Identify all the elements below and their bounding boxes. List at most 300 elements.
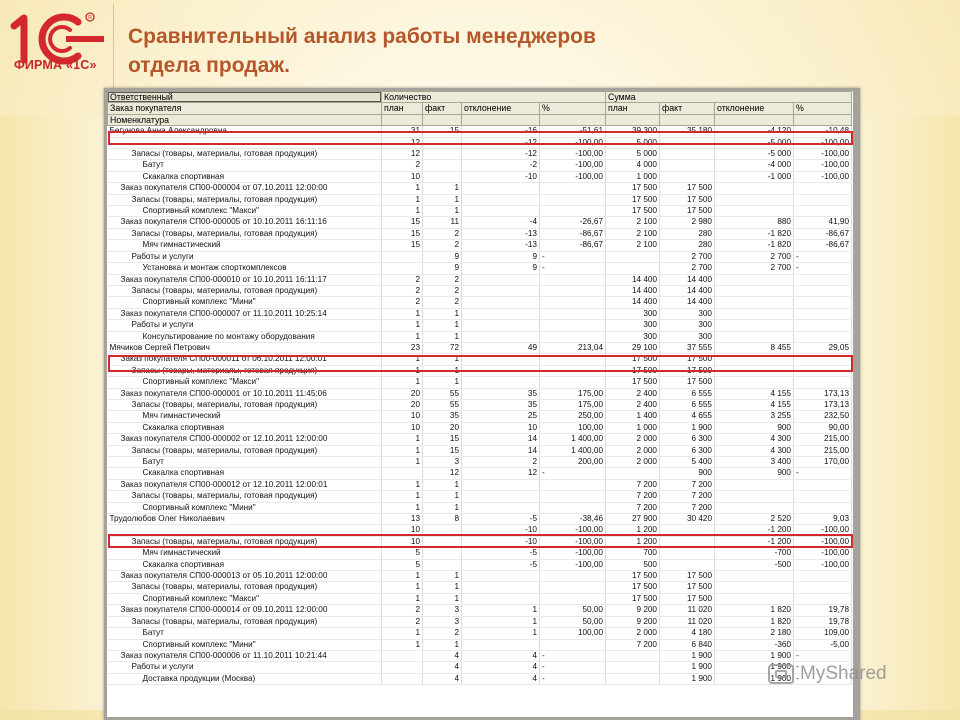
cell-qty-plan: 1: [382, 183, 423, 194]
cell-sum-fact: [660, 149, 715, 160]
header-quantity-group[interactable]: Количество: [382, 92, 606, 103]
cell-qty-plan: 13: [382, 514, 423, 525]
cell-qty-fact: 2: [423, 240, 462, 251]
row-name: Спортивный комплекс "Мини": [108, 639, 382, 650]
cell-sum-fact: 6 555: [660, 388, 715, 399]
cell-sum-plan: 1 200: [606, 525, 660, 536]
item-row[interactable]: [108, 160, 852, 171]
cell-sum-fact: [660, 536, 715, 547]
row-name: [108, 525, 382, 536]
cell-qty-deviation: 49: [462, 342, 540, 353]
cell-qty-deviation: -16: [462, 126, 540, 137]
cell-sum-deviation: [715, 320, 794, 331]
cell-qty-plan: 10: [382, 422, 423, 433]
cell-qty-pct: 100,00: [540, 628, 606, 639]
cell-qty-pct: 1 400,00: [540, 434, 606, 445]
cell-sum-pct: [794, 479, 852, 490]
cell-qty-pct: 175,00: [540, 399, 606, 410]
cell-qty-plan: 1: [382, 194, 423, 205]
cell-qty-fact: 1: [423, 308, 462, 319]
cell-qty-fact: 9: [423, 251, 462, 262]
cell-sum-deviation: [715, 593, 794, 604]
cell-sum-pct: 29,05: [794, 342, 852, 353]
cell-sum-deviation: 1 820: [715, 605, 794, 616]
cell-sum-fact: 7 200: [660, 479, 715, 490]
cell-sum-deviation: [715, 377, 794, 388]
cell-qty-deviation: [462, 297, 540, 308]
category-row[interactable]: [108, 445, 852, 456]
header-row-3: [108, 114, 852, 125]
category-row[interactable]: [108, 582, 852, 593]
row-name: Заказ покупателя СП00-000010 от 10.10.2011 16:11:17: [108, 274, 382, 285]
category-row[interactable]: [108, 194, 852, 205]
cell-qty-deviation: 2: [462, 457, 540, 468]
cell-qty-plan: 1: [382, 639, 423, 650]
order-row[interactable]: [108, 571, 852, 582]
cell-sum-plan: 17 500: [606, 377, 660, 388]
cell-sum-fact: 280: [660, 228, 715, 239]
row-name: Мячиков Сергей Петрович: [108, 342, 382, 353]
item-row[interactable]: [108, 639, 852, 650]
cell-qty-plan: 2: [382, 285, 423, 296]
header-blank: [606, 114, 660, 125]
cell-sum-deviation: [715, 194, 794, 205]
header-blank: [794, 114, 852, 125]
header-sum-group[interactable]: Сумма: [606, 92, 852, 103]
cell-sum-plan: [606, 662, 660, 673]
cell-sum-pct: -100,00: [794, 525, 852, 536]
cell-qty-fact: 4: [423, 662, 462, 673]
order-row[interactable]: [108, 183, 852, 194]
order-row[interactable]: [108, 525, 852, 536]
item-row[interactable]: [108, 548, 852, 559]
cell-qty-pct: [540, 502, 606, 513]
cell-qty-fact: 1: [423, 194, 462, 205]
item-row[interactable]: [108, 377, 852, 388]
cell-qty-pct: -100,00: [540, 149, 606, 160]
cell-sum-deviation: -500: [715, 559, 794, 570]
cell-sum-plan: 1 200: [606, 536, 660, 547]
cell-sum-pct: [794, 183, 852, 194]
cell-sum-deviation: 4 300: [715, 434, 794, 445]
cell-qty-plan: 10: [382, 411, 423, 422]
cell-qty-deviation: [462, 194, 540, 205]
watermark-text: MyShared: [800, 663, 887, 684]
cell-sum-pct: [794, 274, 852, 285]
category-row[interactable]: [108, 320, 852, 331]
order-row[interactable]: [108, 274, 852, 285]
cell-sum-deviation: 2 700: [715, 251, 794, 262]
cell-sum-fact: 11 020: [660, 605, 715, 616]
cell-sum-pct: [794, 194, 852, 205]
header-blank: [462, 114, 540, 125]
cell-qty-plan: 12: [382, 137, 423, 148]
cell-sum-deviation: 2 180: [715, 628, 794, 639]
header-sum-plan[interactable]: план: [606, 103, 660, 114]
cell-sum-deviation: 8 455: [715, 342, 794, 353]
cell-sum-deviation: -1 000: [715, 171, 794, 182]
cell-qty-fact: 15: [423, 445, 462, 456]
cell-qty-pct: -26,67: [540, 217, 606, 228]
company-name: ФИРМА «1С»: [14, 58, 97, 72]
row-name: Скакалка спортивная: [108, 468, 382, 479]
cell-sum-deviation: 2 700: [715, 263, 794, 274]
cell-sum-fact: 1 900: [660, 422, 715, 433]
cell-qty-plan: 10: [382, 536, 423, 547]
cell-sum-deviation: 3 400: [715, 457, 794, 468]
cell-qty-plan: 15: [382, 228, 423, 239]
header-blank: [715, 114, 794, 125]
cell-sum-plan: 700: [606, 548, 660, 559]
cell-sum-fact: 2 980: [660, 217, 715, 228]
cell-sum-fact: 17 500: [660, 194, 715, 205]
cell-sum-fact: 17 500: [660, 593, 715, 604]
cell-qty-deviation: [462, 308, 540, 319]
cell-qty-fact: 1: [423, 491, 462, 502]
header-sum-deviation[interactable]: отклонение: [715, 103, 794, 114]
item-row[interactable]: [108, 559, 852, 570]
cell-qty-deviation: 4: [462, 673, 540, 684]
cell-qty-deviation: 1: [462, 605, 540, 616]
item-row[interactable]: [108, 422, 852, 433]
category-row[interactable]: [108, 662, 852, 673]
cell-sum-deviation: -4 000: [715, 160, 794, 171]
cell-qty-pct: [540, 491, 606, 502]
cell-sum-plan: 9 200: [606, 616, 660, 627]
row-name: Заказ покупателя СП00-000002 от 12.10.2011 12:00:00: [108, 434, 382, 445]
order-row[interactable]: [108, 434, 852, 445]
cell-sum-deviation: 2 520: [715, 514, 794, 525]
cell-sum-pct: 215,00: [794, 445, 852, 456]
item-row[interactable]: [108, 297, 852, 308]
cell-qty-deviation: 4: [462, 650, 540, 661]
cell-qty-plan: 15: [382, 240, 423, 251]
cell-sum-fact: 1 900: [660, 673, 715, 684]
cell-qty-fact: 1: [423, 183, 462, 194]
cell-sum-deviation: 3 255: [715, 411, 794, 422]
cell-qty-fact: 72: [423, 342, 462, 353]
cell-qty-plan: 2: [382, 160, 423, 171]
watermark: [768, 660, 887, 688]
cell-sum-fact: 300: [660, 308, 715, 319]
cell-sum-fact: [660, 548, 715, 559]
cell-sum-deviation: 1 900: [715, 673, 794, 684]
cell-sum-plan: 7 200: [606, 502, 660, 513]
cell-sum-plan: 300: [606, 331, 660, 342]
cell-sum-fact: 30 420: [660, 514, 715, 525]
order-row[interactable]: [108, 650, 852, 661]
cell-sum-deviation: -1 200: [715, 525, 794, 536]
cell-sum-deviation: -5 000: [715, 137, 794, 148]
cell-qty-plan: 1: [382, 365, 423, 376]
cell-qty-deviation: 4: [462, 662, 540, 673]
order-row[interactable]: [108, 308, 852, 319]
cell-qty-fact: 1: [423, 479, 462, 490]
cell-sum-plan: 7 200: [606, 491, 660, 502]
report-table: [107, 91, 852, 685]
cell-qty-plan: 2: [382, 297, 423, 308]
category-row[interactable]: [108, 149, 852, 160]
cell-sum-pct: [794, 308, 852, 319]
cell-sum-deviation: 900: [715, 422, 794, 433]
cell-qty-pct: 213,04: [540, 342, 606, 353]
cell-sum-pct: [794, 331, 852, 342]
header-sum-pct[interactable]: %: [794, 103, 852, 114]
title-line-1: Сравнительный анализ работы менеджеров: [128, 25, 596, 48]
cell-qty-fact: 1: [423, 206, 462, 217]
cell-qty-plan: 2: [382, 616, 423, 627]
cell-qty-pct: 175,00: [540, 388, 606, 399]
cell-sum-pct: -100,00: [794, 559, 852, 570]
cell-qty-deviation: [462, 183, 540, 194]
header-blank: [540, 114, 606, 125]
row-name: Мяч гимнастический: [108, 411, 382, 422]
cell-qty-plan: 10: [382, 171, 423, 182]
cell-qty-deviation: -10: [462, 525, 540, 536]
cell-sum-pct: -100,00: [794, 548, 852, 559]
order-row[interactable]: [108, 388, 852, 399]
item-row[interactable]: [108, 206, 852, 217]
cell-qty-pct: 100,00: [540, 422, 606, 433]
item-row[interactable]: [108, 331, 852, 342]
item-row[interactable]: [108, 171, 852, 182]
category-row[interactable]: [108, 228, 852, 239]
cell-qty-fact: 2: [423, 228, 462, 239]
cell-qty-pct: -51,61: [540, 126, 606, 137]
cell-sum-plan: 2 100: [606, 240, 660, 251]
cell-qty-plan: 1: [382, 354, 423, 365]
cell-qty-pct: 250,00: [540, 411, 606, 422]
cell-qty-pct: 50,00: [540, 616, 606, 627]
cell-qty-plan: 1: [382, 491, 423, 502]
cell-qty-fact: 1: [423, 354, 462, 365]
cell-qty-fact: [423, 149, 462, 160]
cell-sum-fact: 14 400: [660, 297, 715, 308]
item-row[interactable]: [108, 502, 852, 513]
manager-row[interactable]: [108, 342, 852, 353]
row-name: Запасы (товары, материалы, готовая продукция): [108, 616, 382, 627]
cell-sum-fact: [660, 525, 715, 536]
cell-sum-fact: [660, 559, 715, 570]
cell-qty-fact: 2: [423, 285, 462, 296]
manager-row[interactable]: [108, 514, 852, 525]
item-row[interactable]: [108, 673, 852, 684]
row-name: Заказ покупателя СП00-000013 от 05.10.2011 12:00:00: [108, 571, 382, 582]
manager-row[interactable]: [108, 126, 852, 137]
header-item[interactable]: Номенклатура: [108, 114, 382, 125]
header-qty-deviation[interactable]: отклонение: [462, 103, 540, 114]
category-row[interactable]: [108, 536, 852, 547]
item-row[interactable]: [108, 628, 852, 639]
cell-qty-plan: 2: [382, 274, 423, 285]
item-row[interactable]: [108, 593, 852, 604]
row-name: Запасы (товары, материалы, готовая продукция): [108, 399, 382, 410]
cell-qty-fact: 55: [423, 399, 462, 410]
slide-title: [128, 22, 728, 80]
category-row[interactable]: [108, 365, 852, 376]
cell-sum-fact: 300: [660, 320, 715, 331]
cell-qty-plan: 31: [382, 126, 423, 137]
header-qty-plan[interactable]: план: [382, 103, 423, 114]
order-row[interactable]: [108, 479, 852, 490]
cell-qty-plan: 1: [382, 628, 423, 639]
cell-qty-deviation: [462, 320, 540, 331]
cell-sum-pct: 109,00: [794, 628, 852, 639]
cell-sum-deviation: 4 155: [715, 399, 794, 410]
category-row[interactable]: [108, 399, 852, 410]
cell-qty-deviation: [462, 491, 540, 502]
cell-sum-plan: 2 100: [606, 217, 660, 228]
row-name: Трудолюбов Олег Николаевич: [108, 514, 382, 525]
cell-qty-plan: 15: [382, 217, 423, 228]
row-name: Спортивный комплекс "Мини": [108, 297, 382, 308]
row-name: Спортивный комплекс "Макси": [108, 377, 382, 388]
order-row[interactable]: [108, 217, 852, 228]
row-name: Скакалка спортивная: [108, 422, 382, 433]
cell-sum-plan: [606, 251, 660, 262]
cell-sum-fact: 14 400: [660, 274, 715, 285]
cell-qty-plan: 1: [382, 320, 423, 331]
cell-qty-pct: [540, 354, 606, 365]
cell-qty-pct: [540, 274, 606, 285]
item-row[interactable]: [108, 457, 852, 468]
header-blank: [660, 114, 715, 125]
cell-qty-deviation: -10: [462, 171, 540, 182]
item-row[interactable]: [108, 411, 852, 422]
cell-qty-pct: [540, 285, 606, 296]
cell-sum-fact: 6 300: [660, 434, 715, 445]
cell-qty-pct: -100,00: [540, 548, 606, 559]
cell-qty-fact: 3: [423, 616, 462, 627]
cell-sum-plan: 29 100: [606, 342, 660, 353]
cell-sum-deviation: [715, 491, 794, 502]
header-qty-pct[interactable]: %: [540, 103, 606, 114]
cell-sum-pct: 170,00: [794, 457, 852, 468]
cell-qty-fact: 55: [423, 388, 462, 399]
cell-sum-pct: [794, 491, 852, 502]
cell-sum-fact: 6 840: [660, 639, 715, 650]
item-row[interactable]: [108, 240, 852, 251]
cell-qty-fact: 8: [423, 514, 462, 525]
cell-qty-plan: 1: [382, 434, 423, 445]
cell-qty-fact: [423, 171, 462, 182]
order-row[interactable]: [108, 354, 852, 365]
header-order[interactable]: Заказ покупателя: [108, 103, 382, 114]
header-responsible[interactable]: Ответственный: [108, 92, 382, 103]
category-row[interactable]: [108, 616, 852, 627]
cell-qty-fact: 1: [423, 377, 462, 388]
cell-qty-pct: [540, 320, 606, 331]
row-name: Запасы (товары, материалы, готовая продукция): [108, 194, 382, 205]
cell-qty-plan: 1: [382, 593, 423, 604]
cell-qty-fact: 11: [423, 217, 462, 228]
cell-qty-deviation: 35: [462, 388, 540, 399]
category-row[interactable]: [108, 491, 852, 502]
cell-sum-pct: [794, 582, 852, 593]
cell-qty-pct: [540, 377, 606, 388]
category-row[interactable]: [108, 285, 852, 296]
cell-sum-deviation: [715, 183, 794, 194]
row-name: Спортивный комплекс "Макси": [108, 206, 382, 217]
header-sum-fact[interactable]: факт: [660, 103, 715, 114]
cell-qty-pct: 200,00: [540, 457, 606, 468]
cell-qty-deviation: [462, 479, 540, 490]
cell-sum-plan: 7 200: [606, 639, 660, 650]
order-row[interactable]: [108, 605, 852, 616]
cell-sum-plan: 1 000: [606, 422, 660, 433]
cell-qty-plan: 1: [382, 457, 423, 468]
report-sheet[interactable]: [107, 91, 853, 717]
cell-sum-pct: 19,78: [794, 605, 852, 616]
cell-sum-deviation: [715, 206, 794, 217]
cell-qty-pct: -100,00: [540, 171, 606, 182]
cell-qty-deviation: 9: [462, 263, 540, 274]
row-name: Работы и услуги: [108, 320, 382, 331]
cell-qty-deviation: 12: [462, 468, 540, 479]
cell-qty-deviation: -12: [462, 137, 540, 148]
cell-qty-deviation: -4: [462, 217, 540, 228]
header-qty-fact[interactable]: факт: [423, 103, 462, 114]
cell-qty-fact: 1: [423, 320, 462, 331]
cell-sum-fact: 17 500: [660, 365, 715, 376]
cell-qty-fact: [423, 559, 462, 570]
cell-sum-fact: 2 700: [660, 251, 715, 262]
cell-sum-fact: 35 180: [660, 126, 715, 137]
cell-qty-pct: -100,00: [540, 137, 606, 148]
row-name: Заказ покупателя СП00-000001 от 10.10.2011 11:45:06: [108, 388, 382, 399]
cell-qty-pct: -38,46: [540, 514, 606, 525]
1c-logo-icon: [8, 8, 108, 88]
cell-qty-plan: 1: [382, 571, 423, 582]
cell-sum-plan: 2 400: [606, 388, 660, 399]
cell-qty-fact: [423, 160, 462, 171]
cell-qty-plan: [382, 263, 423, 274]
row-name: Заказ покупателя СП00-000005 от 10.10.2011 16:11:16: [108, 217, 382, 228]
category-row[interactable]: [108, 251, 852, 262]
cell-qty-pct: 50,00: [540, 605, 606, 616]
row-name: Запасы (товары, материалы, готовая продукция): [108, 536, 382, 547]
item-row[interactable]: [108, 468, 852, 479]
header-row-2: [108, 103, 852, 114]
row-name: [108, 137, 382, 148]
cell-qty-fact: 1: [423, 331, 462, 342]
cell-sum-fact: 17 500: [660, 183, 715, 194]
cell-qty-deviation: [462, 377, 540, 388]
cell-sum-pct: [794, 571, 852, 582]
cell-sum-deviation: [715, 502, 794, 513]
cell-sum-fact: 37 555: [660, 342, 715, 353]
item-row[interactable]: [108, 263, 852, 274]
cell-sum-pct: -: [794, 263, 852, 274]
cell-sum-plan: 4 000: [606, 160, 660, 171]
cell-qty-fact: 15: [423, 434, 462, 445]
order-row[interactable]: [108, 137, 852, 148]
cell-qty-plan: 1: [382, 502, 423, 513]
cell-sum-plan: 17 500: [606, 194, 660, 205]
cell-sum-deviation: -1 200: [715, 536, 794, 547]
cell-qty-pct: [540, 365, 606, 376]
row-name: Заказ покупателя СП00-000014 от 09.10.2011 12:00:00: [108, 605, 382, 616]
row-name: Заказ покупателя СП00-000012 от 12.10.2011 12:00:01: [108, 479, 382, 490]
row-name: Работы и услуги: [108, 662, 382, 673]
cell-sum-plan: 17 500: [606, 593, 660, 604]
cell-sum-pct: -86,67: [794, 240, 852, 251]
cell-sum-plan: 2 400: [606, 399, 660, 410]
cell-qty-plan: 1: [382, 479, 423, 490]
cell-sum-pct: -100,00: [794, 160, 852, 171]
cell-sum-deviation: [715, 571, 794, 582]
cell-qty-deviation: -13: [462, 240, 540, 251]
